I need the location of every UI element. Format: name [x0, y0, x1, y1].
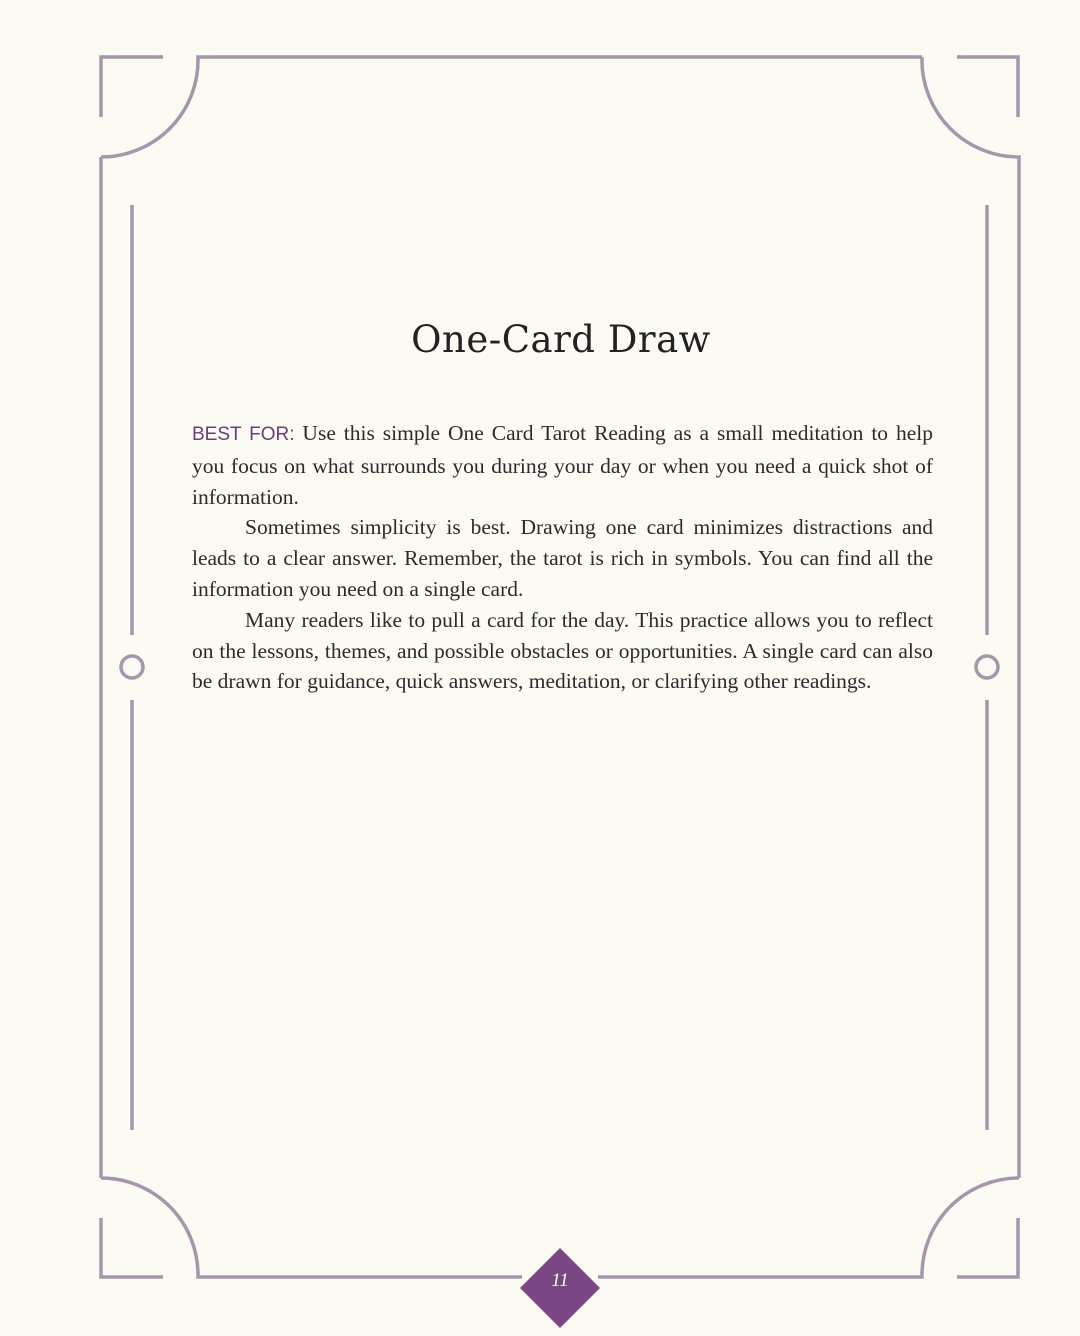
paragraph: Many readers like to pull a card for the day. This practice allows you to reflect on the lessons, themes, and possible obstacles or opportunities. A single card can also be drawn for guidance, quick answers, meditation, or clarifying other readings.: [192, 607, 933, 694]
paragraph-best-for: [192, 418, 933, 512]
frame-outline-bottom-right: [598, 1178, 1019, 1277]
paragraph: Sometimes simplicity is best. Drawing one card minimizes distractions and leads to a clear answer. Remember, the tarot is rich in symbols. You can find all the information you need on a single card.: [192, 515, 933, 601]
best-for-label: BEST FOR:: [192, 424, 295, 445]
corner-top-left: [101, 57, 163, 117]
corner-bottom-right: [957, 1218, 1018, 1277]
ornament-circle-left: [121, 656, 143, 678]
corner-top-right: [957, 57, 1018, 117]
body-text: [192, 418, 933, 697]
ornament-circle-right: [976, 656, 998, 678]
frame-outline-top-right: [922, 57, 1019, 1178]
frame-outline-bottom-left: [101, 1178, 522, 1277]
page-title: One-Card Draw: [411, 318, 711, 361]
frame-outline-top-left: [101, 57, 922, 157]
paragraph-text: Use this simple One Card Tarot Reading as a small meditation to help you focus on what surrounds you during your day or when you need a quick shot of information.: [192, 421, 933, 509]
corner-bottom-left: [101, 1218, 163, 1277]
page-number: 11: [551, 1270, 569, 1291]
